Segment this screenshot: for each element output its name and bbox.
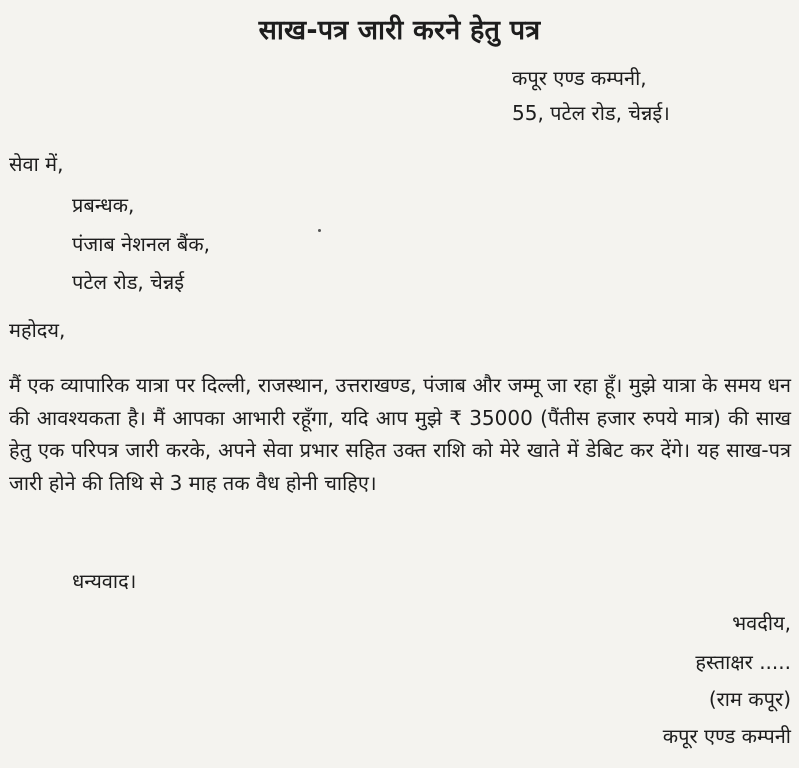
signatory-company: कपूर एण्ड कम्पनी (662, 724, 791, 748)
recipient-address: पटेल रोड, चेन्नई (72, 270, 185, 294)
signatory-name: (राम कपूर) (708, 687, 791, 711)
signature-line: हस्ताक्षर ..... (695, 650, 791, 674)
letter-title: साख-पत्र जारी करने हेतु पत्र (258, 15, 541, 46)
recipient-designation: प्रबन्धक, (72, 193, 135, 217)
thanks-line: धन्यवाद। (72, 569, 137, 593)
closing-yours: भवदीय, (732, 611, 791, 635)
paper-speck (318, 229, 321, 232)
sender-address: 55, पटेल रोड, चेन्नई। (512, 101, 670, 125)
sender-name: कपूर एण्ड कम्पनी, (512, 66, 647, 90)
letter-body: मैं एक व्यापारिक यात्रा पर दिल्ली, राजस्थान, उत्तराखण्ड, पंजाब और जम्मू जा रहा हूँ। मुझे यात्रा के समय धन की आवश्यकता है। मैं आपका आभारी रहूँगा, यदि आप मुझे ₹ 35000 (पैंतीस हजार रुपये मात्र) की साख हेतु एक परिपत्र जारी करके, अपने सेवा प्रभार सहित उक्त राशि को मेरे खाते में डेबिट कर देंगे। यह साख-पत्र जारी होने की तिथि से 3 माह तक वैध होनी चाहिए। (9, 373, 791, 495)
recipient-salutation: सेवा में, (9, 152, 64, 176)
recipient-bank: पंजाब नेशनल बैंक, (72, 232, 211, 256)
greeting: महोदय, (9, 318, 66, 342)
